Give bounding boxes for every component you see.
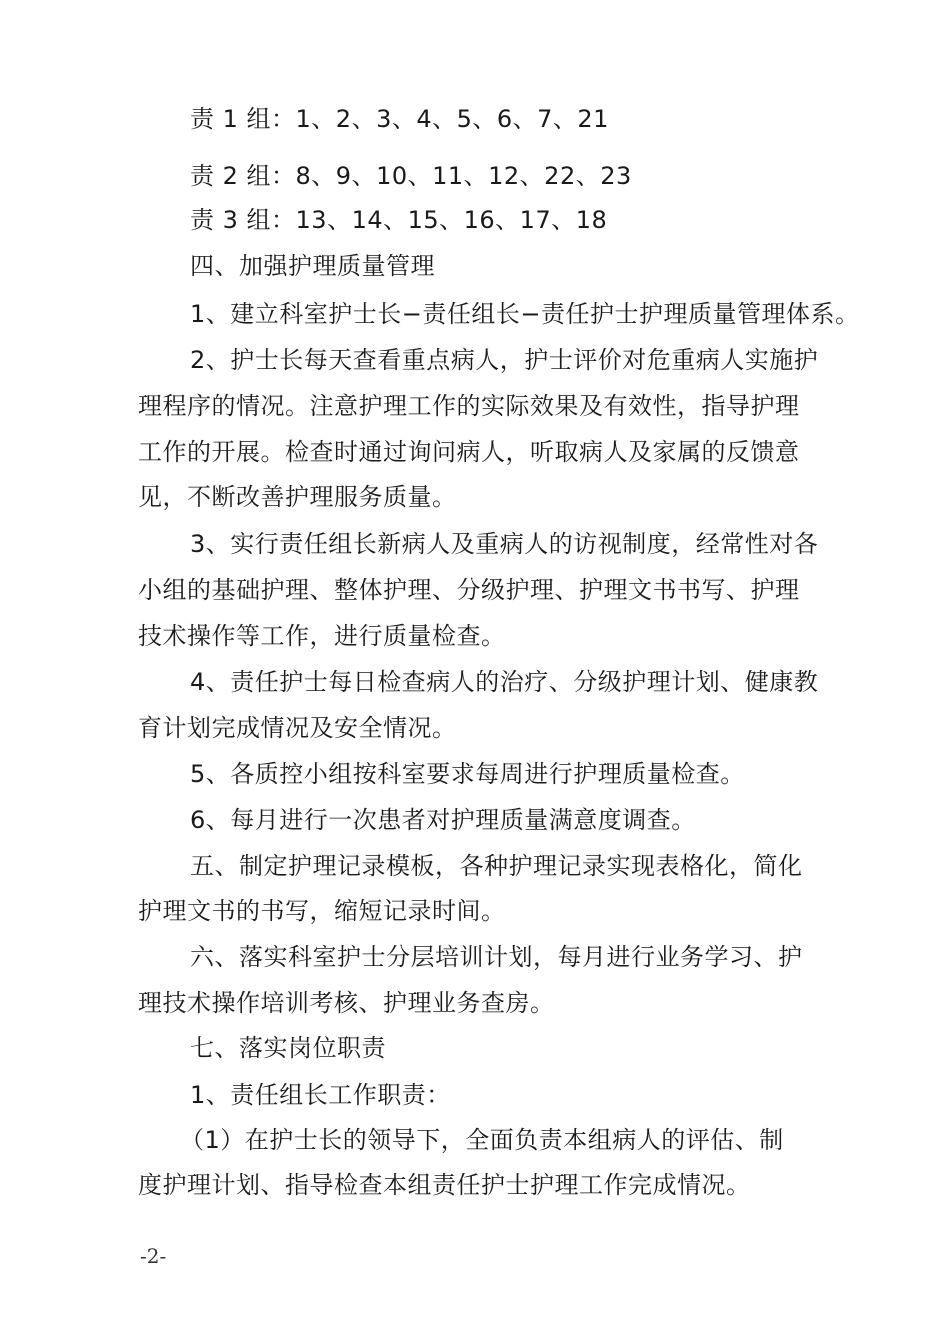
paragraph-line: 4、责任护士每日检查病人的治疗、分级护理计划、健康教 [190, 668, 819, 696]
paragraph-line: （1）在护士长的领导下，全面负责本组病人的评估、制 [180, 1126, 784, 1154]
section-heading-quality: 四、加强护理质量管理 [190, 252, 435, 280]
paragraph-line: 2、护士长每天查看重点病人，护士评价对危重病人实施护 [190, 346, 819, 374]
paragraph-line: 理程序的情况。注意护理工作的实际效果及有效性，指导护理 [138, 392, 800, 420]
paragraph-line: 1、建立科室护士长−责任组长−责任护士护理质量管理体系。 [190, 300, 860, 328]
group-2-beds: 责 2 组：8、9、10、11、12、22、23 [190, 162, 632, 190]
paragraph-line: 3、实行责任组长新病人及重病人的访视制度，经常性对各 [190, 530, 819, 558]
paragraph-line: 5、各质控小组按科室要求每周进行护理质量检查。 [190, 760, 745, 788]
paragraph-line: 见，不断改善护理服务质量。 [138, 483, 457, 511]
paragraph-line: 理技术操作培训考核、护理业务查房。 [138, 989, 555, 1017]
paragraph-line: 小组的基础护理、整体护理、分级护理、护理文书书写、护理 [138, 576, 800, 604]
page-number: -2- [140, 1244, 167, 1268]
paragraph-line: 育计划完成情况及安全情况。 [138, 714, 457, 742]
section-heading-duties: 七、落实岗位职责 [190, 1034, 386, 1062]
paragraph-line: 技术操作等工作，进行质量检查。 [138, 622, 506, 650]
paragraph-line: 工作的开展。检查时通过询问病人，听取病人及家属的反馈意 [138, 438, 800, 466]
paragraph-line: 1、责任组长工作职责： [190, 1081, 451, 1109]
section-heading-records: 五、制定护理记录模板，各种护理记录实现表格化，简化 [190, 852, 803, 880]
group-1-beds: 责 1 组：1、2、3、4、5、6、7、21 [190, 105, 609, 133]
paragraph-line: 度护理计划、指导检查本组责任护士护理工作完成情况。 [138, 1171, 751, 1199]
paragraph-line: 6、每月进行一次患者对护理质量满意度调查。 [190, 806, 696, 834]
section-heading-training: 六、落实科室护士分层培训计划，每月进行业务学习、护 [190, 943, 803, 971]
paragraph-line: 护理文书的书写，缩短记录时间。 [138, 897, 506, 925]
group-3-beds: 责 3 组：13、14、15、16、17、18 [190, 206, 608, 234]
